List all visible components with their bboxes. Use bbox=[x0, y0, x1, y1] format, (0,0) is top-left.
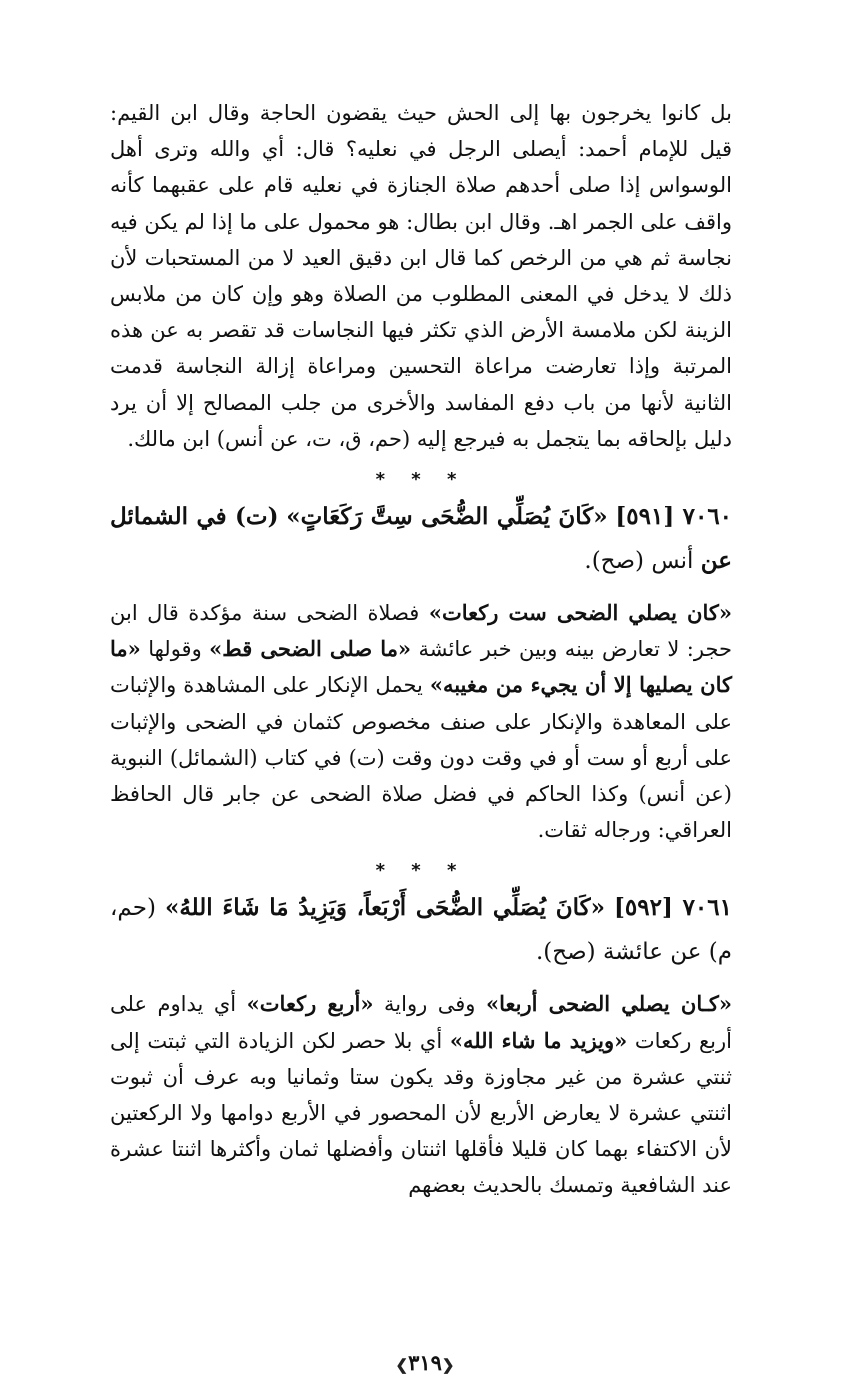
section-separator-2: * * * bbox=[375, 860, 467, 882]
ornament-icon: ❯ bbox=[395, 1356, 409, 1374]
hadith-text: «كَانَ يُصَلِّي الضُّحَى سِتَّ رَكَعَاتٍ» bbox=[286, 503, 608, 531]
hadith-source: (ت) في الشمائل عن bbox=[110, 503, 732, 575]
commentary-text: يحمل الإنكار على المشاهدة والإثبات على المعاهدة والإنكار على صنف مخصوص كثمان في الضحى والإثبات على أربع أو ست أو في وقت دون وقت (ت) في كتاب (الشمائل) النبوية (عن أنس) وكذا الحاكم في فضل صلاة الضحى عن جابر قال الحافظ العراقي: ورجاله ثقات. bbox=[110, 673, 732, 843]
commentary-text: أي بلا حصر لكن الزيادة التي ثبتت إلى ثنتي عشرة من غير مجاوزة وقد يكون ستا وثمانيا وبه عرف أن ثبوت اثنتي عشرة لا يعارض الأربع لأن المحصور في الأربع دوامها ولا الركعتين لأن الاكتفاء بهما كان قليلا فأقلها اثنتان وأفضلها ثمان وأكثرها اثنتا عشرة عند الشافعية وتمسك بالحديث بعضهم bbox=[110, 1028, 732, 1198]
hadith-7060 bbox=[110, 495, 732, 583]
quoted-phrase: «كان يصلي الضحى ست ركعات» bbox=[428, 600, 732, 626]
spacer bbox=[110, 583, 732, 595]
page-footer bbox=[0, 1350, 850, 1375]
commentary-7060 bbox=[110, 595, 732, 848]
commentary-text: فصلاة الضحى سنة مؤكدة قال ابن حجر: لا تعارض بينه وبين خبر عائشة bbox=[110, 601, 732, 662]
hadith-text: «كَانَ يُصَلِّي الضُّحَى أَرْبَعاً، وَيَزِيدُ مَا شَاءَ اللهُ» bbox=[164, 894, 605, 922]
commentary-text: أي يداوم على أربع ركعات bbox=[110, 992, 732, 1053]
page-number: ٣١٩ bbox=[408, 1350, 442, 1375]
hadith-source-narrator: أنس (صح). bbox=[584, 548, 694, 575]
hadith-number: ٧٠٦١ [٥٩٢] bbox=[614, 894, 732, 922]
hadith-7061 bbox=[110, 886, 732, 974]
spacer bbox=[110, 974, 732, 986]
quoted-phrase: «ما كان يصليها إلا أن يجيء من مغيبه» bbox=[110, 636, 732, 698]
ornament-icon: ❮ bbox=[441, 1356, 455, 1374]
quoted-phrase: «ويزيد ما شاء الله» bbox=[449, 1027, 628, 1053]
section-separator-1: * * * bbox=[375, 469, 467, 491]
commentary-text: وفى رواية bbox=[373, 992, 486, 1017]
quoted-phrase: «كـان يصلي الضحى أربعا» bbox=[485, 991, 732, 1017]
commentary-text: وقولها bbox=[140, 637, 210, 662]
hadith-source: (حم، م) عن عائشة (صح). bbox=[110, 895, 732, 966]
paragraph-1: بل كانوا يخرجون بها إلى الحش حيث يقضون الحاجة وقال ابن القيم: قيل للإمام أحمد: أيصلى الرجل في نعليه؟ قال: أي والله وترى أهل الوسواس إذا صلى أحدهم صلاة الجنازة في نعليه قام على عقبهما كأنه واقف على الجمر اهـ. وقال ابن بطال: هو محمول على ما إذا لم يكن فيه نجاسة ثم هي من الرخص كما قال ابن دقيق العيد لا من المستحبات لأن ذلك لا يدخل في المعنى المطلوب من الصلاة وهو وإن كان من ملابس الزينة لكن ملامسة الأرض الذي تكثر فيها النجاسات قد تقصر به عن هذه المرتبة وإذا تعارضت مراعاة التحسين ومراعاة إزالة النجاسة قدمت الثانية لأنها من باب دفع المفاسد والأخرى من جلب المصالح إلا أن يرد دليل بإلحاقه بما يتجمل به فيرجع إليه (حم، ق، ت، عن أنس) ابن مالك. bbox=[110, 101, 732, 451]
hadith-number: ٧٠٦٠ [٥٩١] bbox=[615, 503, 733, 531]
quoted-phrase: «أربع ركعات» bbox=[246, 991, 374, 1017]
commentary-7061 bbox=[110, 986, 732, 1203]
quoted-phrase: «ما صلى الضحى قط» bbox=[209, 636, 412, 662]
page-body bbox=[110, 95, 732, 1204]
